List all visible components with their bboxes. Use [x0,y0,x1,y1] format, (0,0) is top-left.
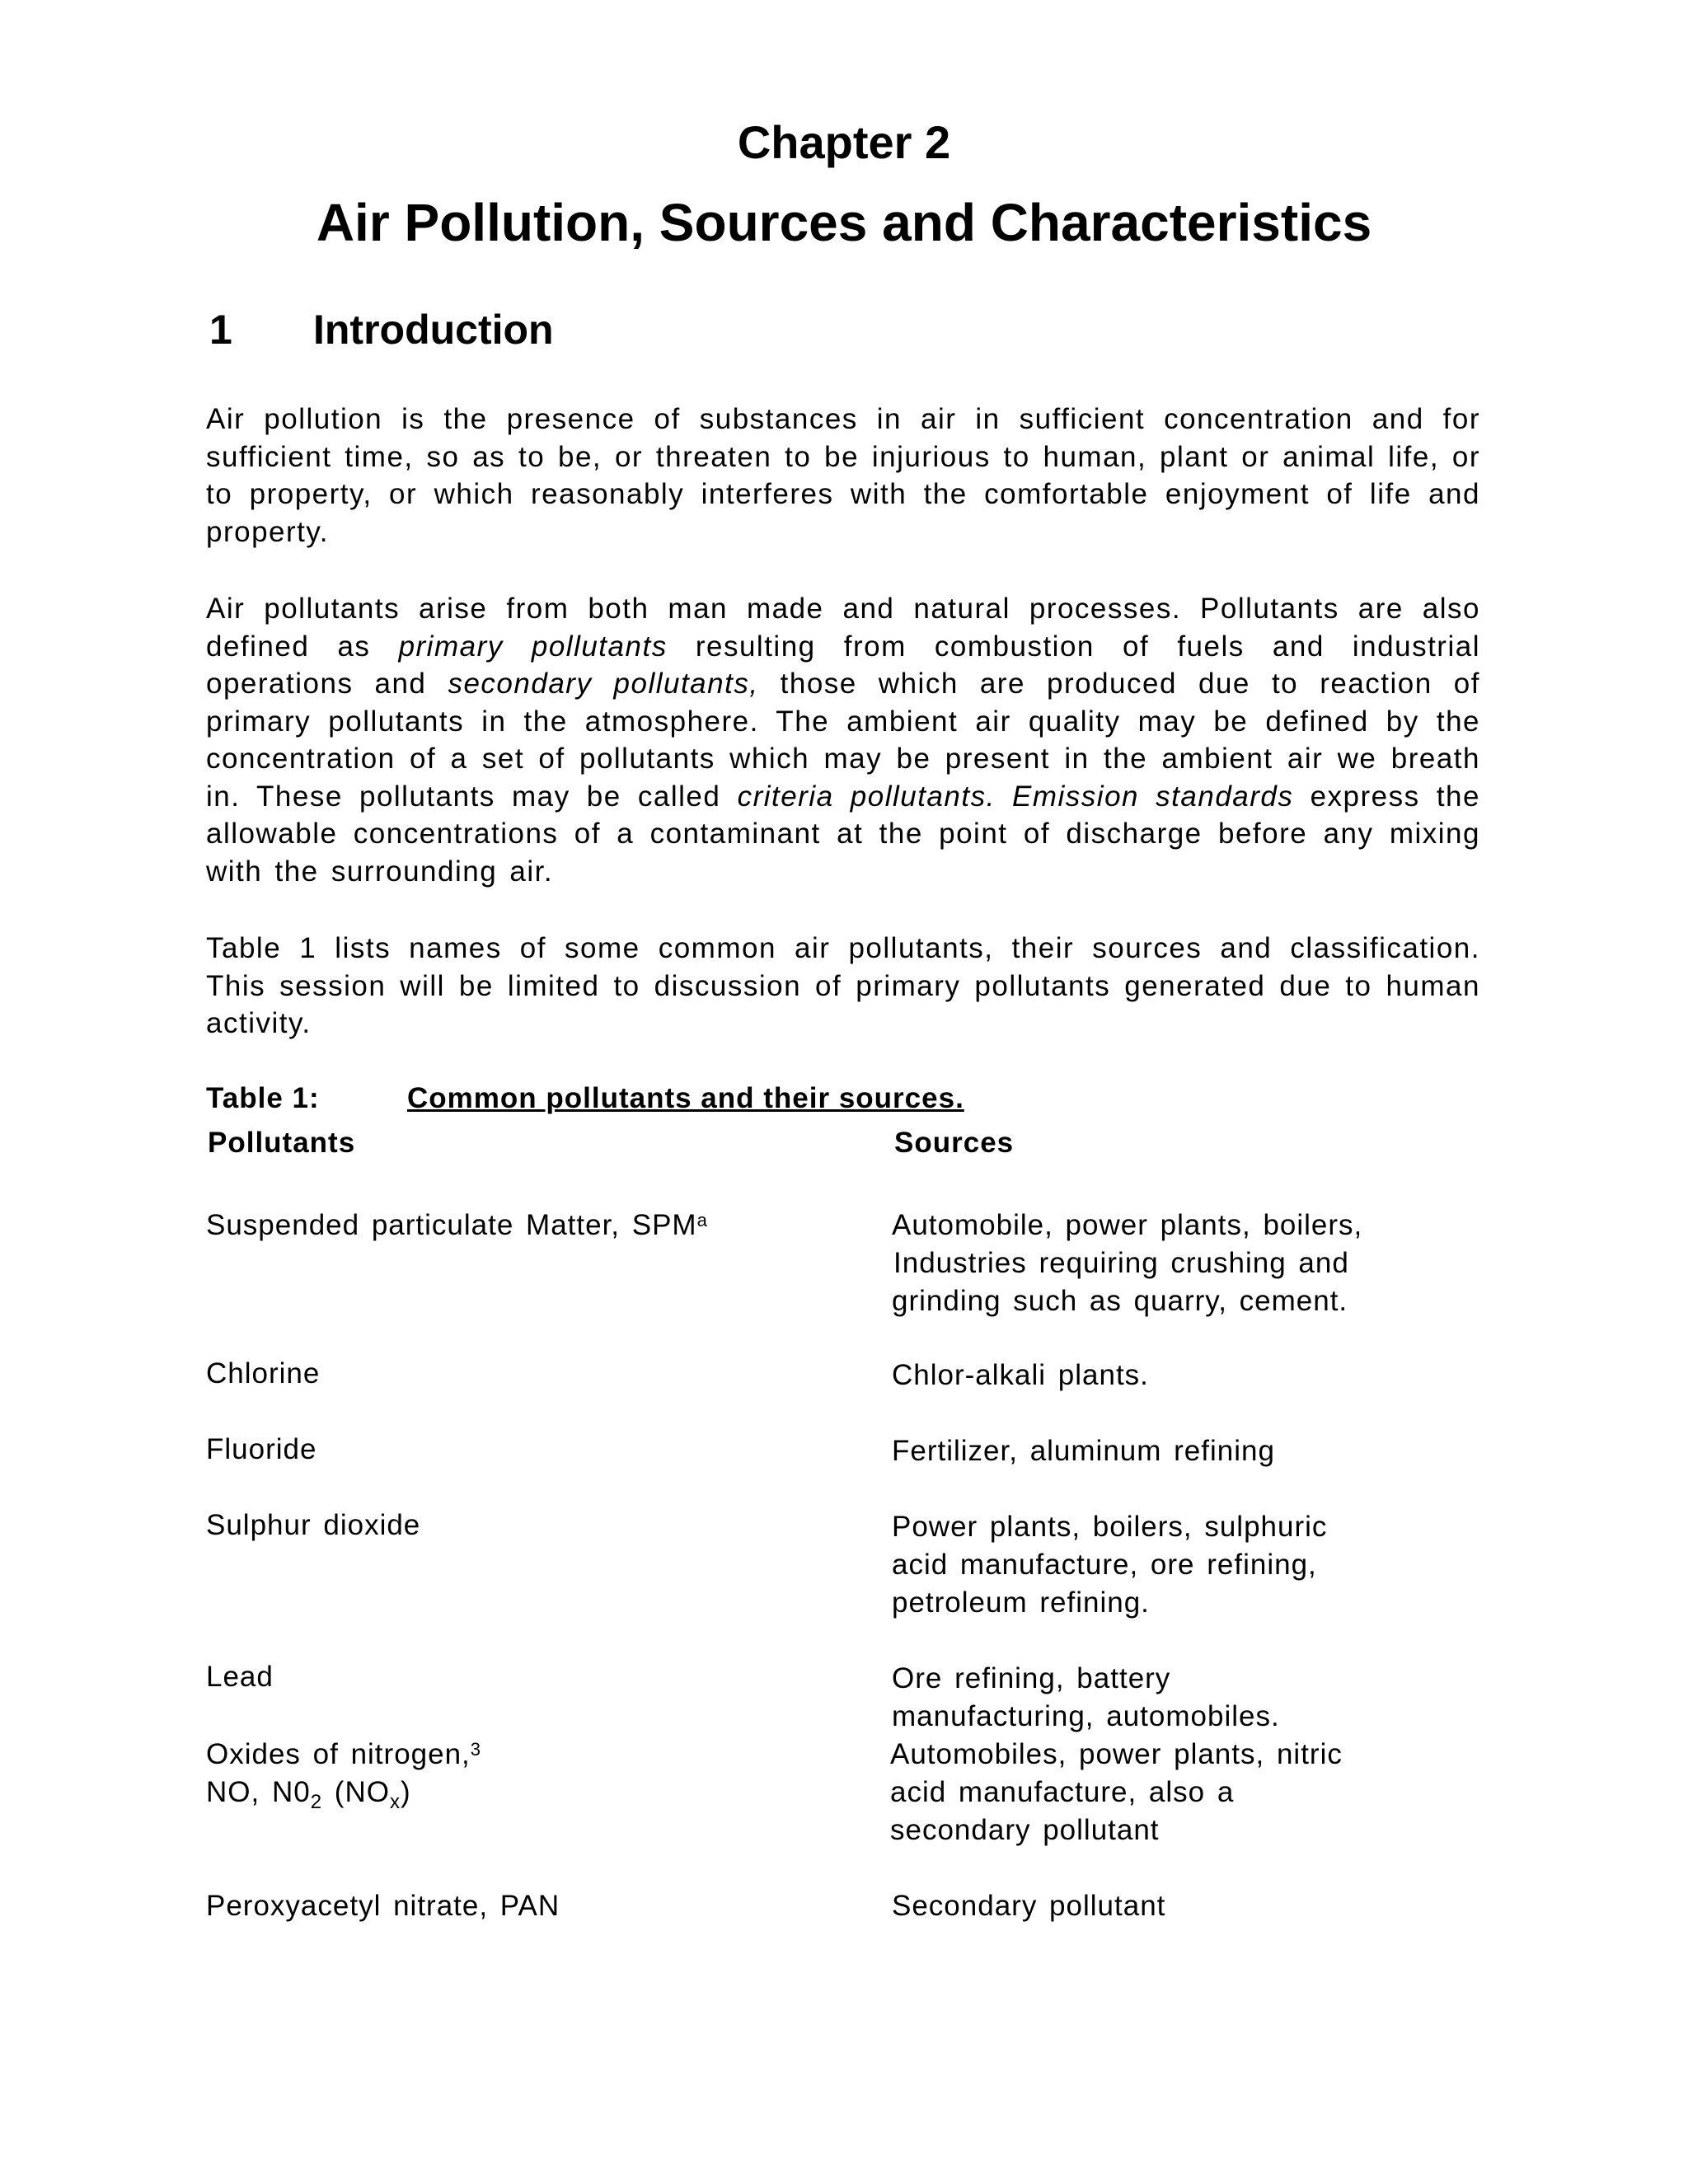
paragraph-line [206,628,1480,666]
line-segment: in. These pollutants may be called [206,780,721,813]
paragraph-table-intro [206,930,1480,1043]
section-title: Introduction [313,307,554,353]
formula-subscript: 2 [310,1791,323,1813]
pollutant-name: Chlorine [206,1357,321,1390]
formula-part: NO, N0 [206,1776,311,1808]
section-heading [209,303,554,356]
source-line: Industries requiring crushing and [893,1247,1349,1279]
paragraph-line: to property, or which reasonably interferes with the comfortable enjoyment of life and [206,478,1480,510]
paragraph-line: primary pollutants in the atmosphere. The ambient air quality may be defined by the [206,705,1480,738]
table-caption-text: Common pollutants and their sources. [407,1082,964,1114]
pollutant-name-text: Oxides of nitrogen, [206,1738,471,1770]
source-cell [890,1736,1343,1849]
term-secondary-pollutants: secondary pollutants, [448,668,759,700]
pollutant-cell [206,1207,708,1244]
pollutant-name: Fluoride [206,1433,317,1465]
pollutant-formula [206,1774,481,1815]
term-criteria-pollutants: criteria pollutants. [737,780,996,813]
paragraph-line: allowable concentrations of a contaminant at the point of discharge before any mixing [206,818,1480,850]
pollutant-name: Lead [206,1661,274,1693]
paragraph-line: Air pollution is the presence of substances in air in sufficient concentration and for [206,403,1480,435]
pollutant-cell [206,1736,481,1815]
paragraph-line: concentration of a set of pollutants which may be present in the ambient air we breath [206,743,1480,775]
source-cell [892,1887,1165,1925]
footnote-marker: a [696,1210,708,1230]
source-line: petroleum refining. [892,1586,1150,1619]
term-primary-pollutants: primary pollutants [398,630,668,663]
term-emission-standards: Emission standards [1012,780,1294,813]
table-caption [206,1081,964,1116]
paragraph-line: property. [206,515,330,548]
line-segment: operations and [206,668,427,700]
line-segment: express the [1310,780,1480,813]
source-line: Secondary pollutant [892,1890,1166,1922]
source-cell [892,1357,1149,1394]
pollutant-cell [206,1507,420,1544]
source-line: Fertilizer, aluminum refining [892,1435,1275,1467]
footnote-marker: 3 [470,1739,482,1760]
paragraph-line: This session will be limited to discussion of primary pollutants generated due to human [206,969,1480,1002]
paragraph-line: activity. [206,1007,312,1039]
line-segment: those which are produced due to reaction of [780,668,1480,700]
source-cell [892,1660,1280,1736]
source-cell [892,1508,1327,1622]
paragraph-line: sufficient time, so as to be, or threaten to be injurious to human, plant or animal life, or [206,440,1480,473]
formula-part: (NO [322,1776,390,1808]
paragraph-line [206,665,1480,703]
source-line: manufacturing, automobiles. [892,1700,1280,1732]
pollutant-name: Suspended particulate Matter, SPM [206,1209,697,1241]
table-caption-label: Table 1: [206,1082,320,1114]
chapter-number: Chapter 2 [737,116,951,168]
paragraph-definition [206,401,1480,551]
pollutant-name: Peroxyacetyl nitrate, PAN [206,1890,560,1922]
formula-subscript: x [389,1791,401,1813]
paragraph-line: Table 1 lists names of some common air pollutants, their sources and classification. [206,932,1480,964]
paragraph-line: with the surrounding air. [206,855,554,888]
section-number: 1 [209,307,232,353]
line-segment: resulting from combustion of fuels and industrial [695,630,1480,663]
paragraph-line [206,778,1480,816]
paragraph-line: Air pollutants arise from both man made and natural processes. Pollutants are also [206,593,1480,625]
source-cell [892,1207,1362,1320]
pollutant-name: Sulphur dioxide [206,1509,421,1541]
source-line: Chlor-alkali plants. [892,1359,1149,1391]
paragraph-pollutant-types [206,590,1480,890]
source-line: acid manufacture, ore refining, [892,1549,1317,1581]
source-line: Power plants, boilers, sulphuric [892,1511,1328,1543]
pollutant-cell [206,1431,316,1469]
pollutant-name [206,1736,481,1774]
column-header-sources: Sources [894,1127,1015,1159]
line-segment: defined as [206,630,371,663]
source-line: Ore refining, battery [892,1662,1171,1694]
source-line: secondary pollutant [890,1814,1160,1846]
column-header-pollutants: Pollutants [208,1127,356,1159]
chapter-title: Air Pollution, Sources and Characteristics [316,193,1372,252]
formula-part: ) [400,1776,411,1808]
pollutant-cell [206,1355,320,1393]
source-cell [892,1432,1275,1470]
pollutant-cell [206,1658,274,1696]
pollutant-cell [206,1887,560,1925]
source-line: grinding such as quarry, cement. [892,1285,1348,1317]
source-line: acid manufacture, also a [890,1776,1235,1808]
source-line: Automobile, power plants, boilers, [892,1209,1363,1241]
source-line: Automobiles, power plants, nitric [890,1738,1343,1770]
